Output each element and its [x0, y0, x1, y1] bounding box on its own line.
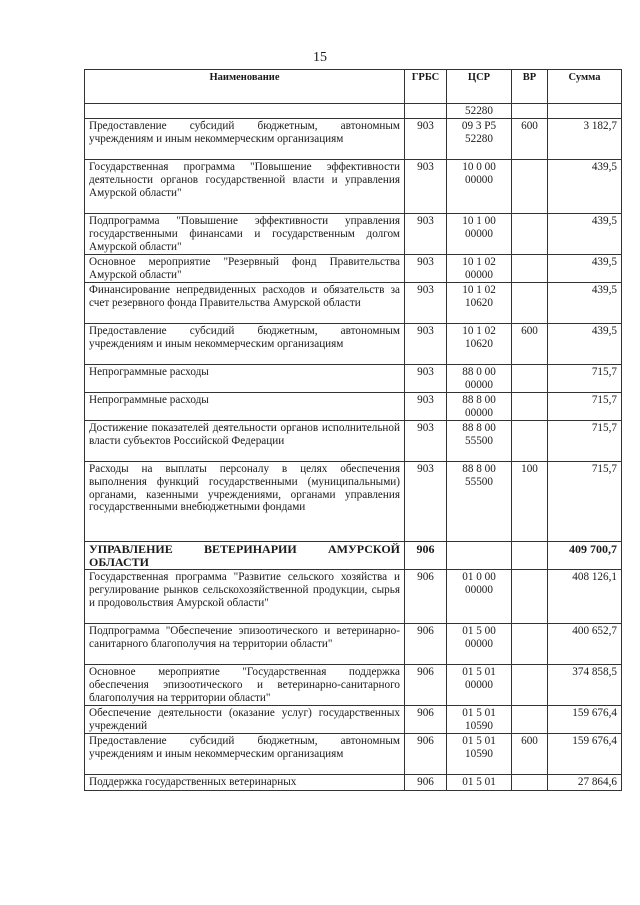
cell-name: Предоставление субсидий бюджетным, автономным учреждениям и иным некоммерческим организациям — [85, 119, 405, 160]
cell-vr: 100 — [512, 462, 548, 542]
cell-name: Непрограммные расходы — [85, 393, 405, 421]
cell-csr: 88 8 00 00000 — [447, 393, 512, 421]
cell-grbs: 906 — [405, 624, 447, 665]
cell-csr: 01 5 01 00000 — [447, 665, 512, 706]
cell-sum: 439,5 — [548, 160, 622, 214]
cell-sum — [548, 104, 622, 119]
cell-name: Расходы на выплаты персоналу в целях обеспечения выполнения функций государственными (муниципальными) органами, казенными учреждениями, органами управления государственными внебюджетными фондами — [85, 462, 405, 542]
table-row — [85, 624, 622, 665]
cell-name: Подпрограмма "Повышение эффективности управления государственными финансами и государственным долгом Амурской области" — [85, 214, 405, 255]
cell-grbs: 906 — [405, 734, 447, 775]
table-row — [85, 570, 622, 624]
cell-grbs: 903 — [405, 119, 447, 160]
cell-vr — [512, 706, 548, 734]
table-row — [85, 775, 622, 791]
cell-name: Обеспечение деятельности (оказание услуг) государственных учреждений — [85, 706, 405, 734]
table-row — [85, 706, 622, 734]
cell-csr: 52280 — [447, 104, 512, 119]
cell-name: Подпрограмма "Обеспечение эпизоотического и ветеринарно-санитарного благополучия на территории области" — [85, 624, 405, 665]
cell-vr — [512, 624, 548, 665]
cell-sum: 715,7 — [548, 393, 622, 421]
header-vr: ВР — [512, 70, 548, 104]
table-row — [85, 214, 622, 255]
cell-sum: 439,5 — [548, 324, 622, 365]
cell-sum: 400 652,7 — [548, 624, 622, 665]
table-row — [85, 421, 622, 462]
cell-csr: 10 1 02 10620 — [447, 324, 512, 365]
cell-csr: 88 0 00 00000 — [447, 365, 512, 393]
cell-csr: 01 5 01 10590 — [447, 734, 512, 775]
cell-grbs — [405, 104, 447, 119]
cell-sum: 3 182,7 — [548, 119, 622, 160]
budget-table — [84, 69, 622, 791]
cell-grbs: 903 — [405, 214, 447, 255]
table-row — [85, 160, 622, 214]
cell-vr — [512, 570, 548, 624]
cell-vr — [512, 160, 548, 214]
cell-grbs: 903 — [405, 324, 447, 365]
table-row — [85, 734, 622, 775]
cell-csr: 88 8 00 55500 — [447, 421, 512, 462]
cell-sum: 159 676,4 — [548, 734, 622, 775]
cell-name: Финансирование непредвиденных расходов и обязательств за счет резервного фонда Правительства Амурской области — [85, 283, 405, 324]
cell-csr: 01 5 01 10590 — [447, 706, 512, 734]
table-row — [85, 255, 622, 283]
cell-sum: 715,7 — [548, 462, 622, 542]
cell-csr: 10 0 00 00000 — [447, 160, 512, 214]
cell-vr: 600 — [512, 734, 548, 775]
cell-name: Государственная программа "Повышение эффективности деятельности органов государственной власти и управления Амурской области" — [85, 160, 405, 214]
cell-grbs: 903 — [405, 365, 447, 393]
table-row — [85, 324, 622, 365]
cell-sum: 408 126,1 — [548, 570, 622, 624]
cell-csr: 01 5 01 — [447, 775, 512, 791]
page-number: 15 — [313, 50, 327, 65]
cell-vr — [512, 393, 548, 421]
cell-csr: 10 1 00 00000 — [447, 214, 512, 255]
table-row — [85, 542, 622, 570]
cell-csr: 88 8 00 55500 — [447, 462, 512, 542]
header-sum: Сумма — [548, 70, 622, 104]
cell-csr: 10 1 02 00000 — [447, 255, 512, 283]
cell-grbs: 903 — [405, 393, 447, 421]
cell-csr: 09 3 Р5 52280 — [447, 119, 512, 160]
table-row — [85, 393, 622, 421]
cell-csr: 01 0 00 00000 — [447, 570, 512, 624]
cell-sum: 439,5 — [548, 283, 622, 324]
table-row — [85, 283, 622, 324]
cell-vr — [512, 365, 548, 393]
cell-name: Государственная программа "Развитие сельского хозяйства и регулирование рынков сельскохозяйственной продукции, сырья и продовольствия Амурской области" — [85, 570, 405, 624]
cell-vr — [512, 421, 548, 462]
cell-vr — [512, 775, 548, 791]
table-row — [85, 104, 622, 119]
cell-name: Достижение показателей деятельности органов исполнительной власти субъектов Российской Федерации — [85, 421, 405, 462]
cell-sum: 159 676,4 — [548, 706, 622, 734]
cell-grbs: 903 — [405, 283, 447, 324]
cell-grbs: 906 — [405, 775, 447, 791]
cell-sum: 439,5 — [548, 255, 622, 283]
cell-grbs: 906 — [405, 570, 447, 624]
table-header-row — [85, 70, 622, 104]
cell-sum: 409 700,7 — [548, 542, 622, 570]
cell-vr — [512, 255, 548, 283]
table-row — [85, 365, 622, 393]
cell-name: Основное мероприятие "Государственная поддержка обеспечения эпизоотического и ветеринарно-санитарного благополучия на территории области" — [85, 665, 405, 706]
cell-sum: 439,5 — [548, 214, 622, 255]
header-grbs: ГРБС — [405, 70, 447, 104]
cell-grbs: 906 — [405, 665, 447, 706]
cell-vr — [512, 104, 548, 119]
cell-name: Предоставление субсидий бюджетным, автономным учреждениям и иным некоммерческим организациям — [85, 734, 405, 775]
cell-sum: 374 858,5 — [548, 665, 622, 706]
cell-vr: 600 — [512, 324, 548, 365]
cell-vr — [512, 665, 548, 706]
header-name: Наименование — [85, 70, 405, 104]
table-row — [85, 462, 622, 542]
header-csr: ЦСР — [447, 70, 512, 104]
cell-name: Предоставление субсидий бюджетным, автономным учреждениям и иным некоммерческим организациям — [85, 324, 405, 365]
cell-grbs: 906 — [405, 542, 447, 570]
cell-grbs: 906 — [405, 706, 447, 734]
cell-vr — [512, 214, 548, 255]
cell-grbs: 903 — [405, 255, 447, 283]
cell-name: Основное мероприятие "Резервный фонд Правительства Амурской области" — [85, 255, 405, 283]
cell-sum: 27 864,6 — [548, 775, 622, 791]
table-row — [85, 665, 622, 706]
cell-name: Поддержка государственных ветеринарных — [85, 775, 405, 791]
cell-vr — [512, 542, 548, 570]
cell-csr: 01 5 00 00000 — [447, 624, 512, 665]
cell-sum: 715,7 — [548, 365, 622, 393]
cell-vr: 600 — [512, 119, 548, 160]
cell-name: Непрограммные расходы — [85, 365, 405, 393]
cell-grbs: 903 — [405, 462, 447, 542]
cell-vr — [512, 283, 548, 324]
cell-sum: 715,7 — [548, 421, 622, 462]
table-row — [85, 119, 622, 160]
cell-csr: 10 1 02 10620 — [447, 283, 512, 324]
cell-name: УПРАВЛЕНИЕ ВЕТЕРИНАРИИ АМУРСКОЙ ОБЛАСТИ — [85, 542, 405, 570]
cell-csr — [447, 542, 512, 570]
cell-grbs: 903 — [405, 421, 447, 462]
cell-name — [85, 104, 405, 119]
cell-grbs: 903 — [405, 160, 447, 214]
